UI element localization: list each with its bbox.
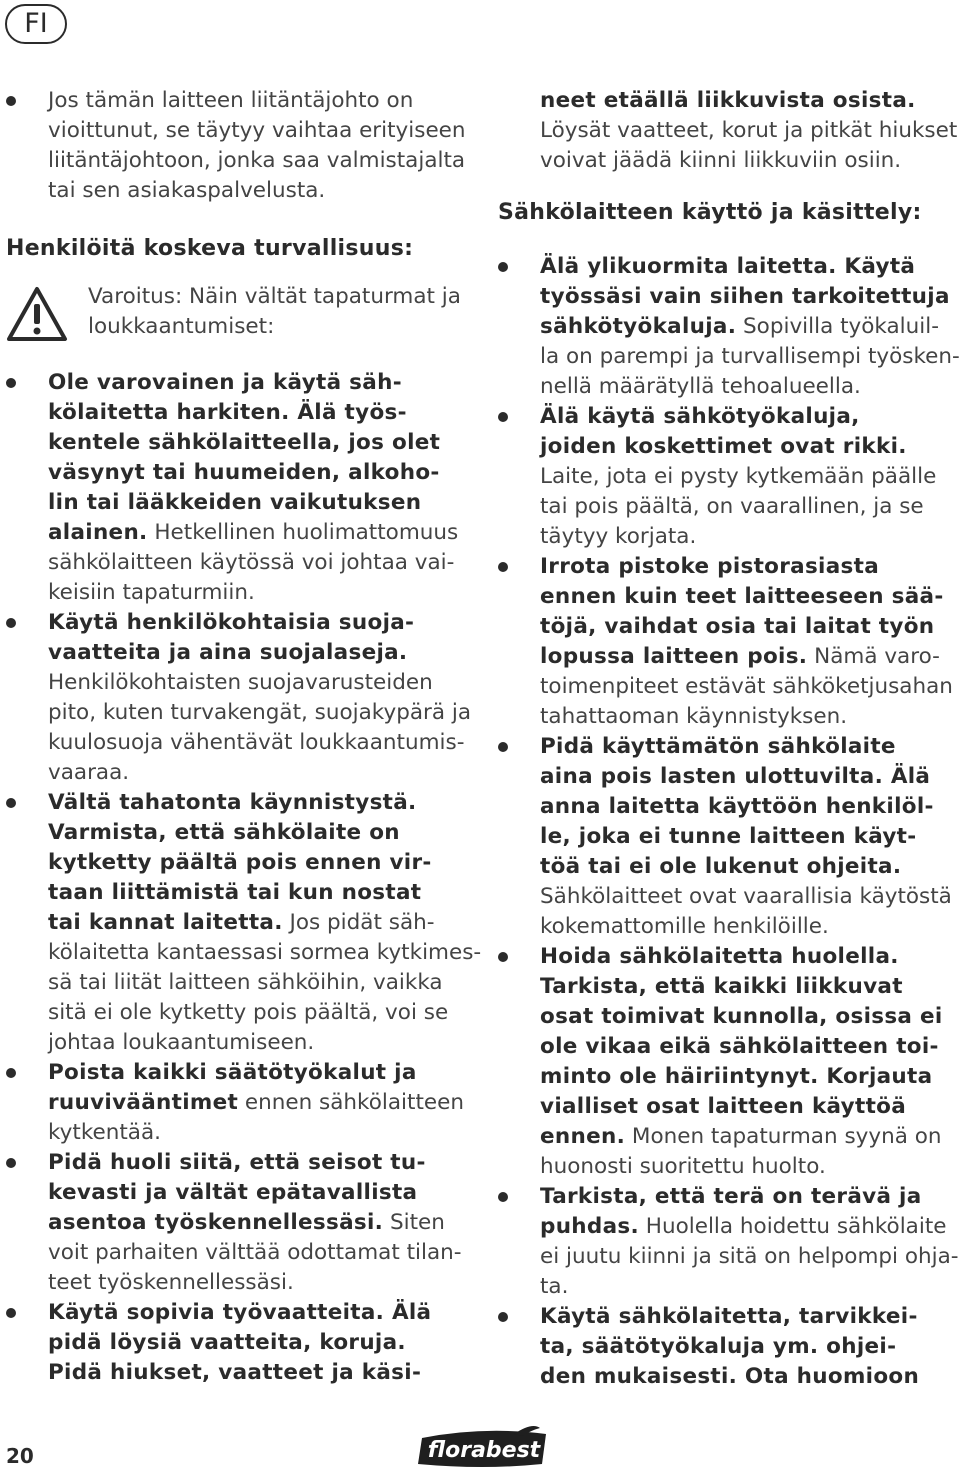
regular-text: toimenpiteet estävät sähköketjusahan xyxy=(540,674,953,699)
bold-text: Käytä sähkölaitetta, tarvikkei- xyxy=(540,1304,918,1329)
bold-text: tai kannat laitetta. xyxy=(48,910,283,935)
continuation-text xyxy=(498,86,958,176)
regular-text: kuulosuoja vähentävät loukkaantumis- xyxy=(48,730,465,755)
regular-text: keisiin tapaturmiin. xyxy=(48,580,255,605)
bold-text: kölaitetta harkiten. Älä työs- xyxy=(48,400,407,425)
text-line xyxy=(540,1272,958,1302)
text-line: tai sen asiakaspalvelusta. xyxy=(48,178,326,203)
text-line xyxy=(540,252,958,282)
text-line: Varoitus: Näin vältät tapaturmat ja xyxy=(88,284,461,309)
regular-text: voivat jäädä kiinni liikkuviin osiin. xyxy=(540,148,902,173)
text-line xyxy=(48,638,476,668)
bold-text: Poista kaikki säätötyökalut ja xyxy=(48,1060,417,1085)
bold-text: ruuvivääntimet xyxy=(48,1090,239,1115)
text-line xyxy=(540,1062,958,1092)
text-line xyxy=(48,488,476,518)
bold-text: taan liittämistä tai kun nostat xyxy=(48,880,422,905)
text-line: loukkaantumiset: xyxy=(88,314,275,339)
regular-text: kytkentää. xyxy=(48,1120,161,1145)
text-line xyxy=(540,672,958,702)
warning-note xyxy=(6,284,476,348)
text-line xyxy=(540,1302,958,1332)
bold-text: vialliset osat laitteen käyttöä xyxy=(540,1094,907,1119)
bullet-icon xyxy=(498,952,508,962)
text-line xyxy=(48,908,476,938)
text-line xyxy=(540,522,958,552)
text-line xyxy=(48,398,476,428)
text-line xyxy=(48,998,476,1028)
regular-text: Löysät vaatteet, korut ja pitkät hiukset xyxy=(540,118,958,143)
bullet-icon xyxy=(6,618,16,628)
regular-text: pito, kuten turvakengät, suojakypärä ja xyxy=(48,700,472,725)
bold-text: aina pois lasten ulottuvilta. Älä xyxy=(540,764,931,789)
regular-text: täytyy korjata. xyxy=(540,524,697,549)
text-line xyxy=(540,116,958,146)
text-line xyxy=(48,1028,476,1058)
bullet-item xyxy=(6,368,476,608)
bold-text: töä tai ei ole lukenut ohjeita. xyxy=(540,854,902,879)
text-line xyxy=(48,1148,476,1178)
bold-text: Käytä henkilökohtaisia suoja- xyxy=(48,610,415,635)
regular-text: kölaitetta kantaessasi sormea kytkimes- xyxy=(48,940,482,965)
left-column xyxy=(6,86,482,1388)
text-line xyxy=(48,368,476,398)
regular-text: Huolella hoidettu sähkölaite xyxy=(638,1214,947,1239)
bullet-icon xyxy=(6,798,16,808)
bold-text: Pidä huoli siitä, että seisot tu- xyxy=(48,1150,426,1175)
bold-text: den mukaisesti. Ota huomioon xyxy=(540,1364,920,1389)
bold-text: ole vikaa eikä sähkölaitteen toi- xyxy=(540,1034,939,1059)
text-line xyxy=(48,878,476,908)
bold-text: Pidä käyttämätön sähkölaite xyxy=(540,734,896,759)
text-line xyxy=(540,312,958,342)
text-line xyxy=(48,968,476,998)
text-line xyxy=(48,578,476,608)
bullet-item xyxy=(498,1302,958,1392)
regular-text: voit parhaiten välttää odottamat tilan- xyxy=(48,1240,462,1265)
regular-text: Monen tapaturman syynä on xyxy=(625,1124,942,1149)
text-line xyxy=(540,1332,958,1362)
bold-text: pidä löysiä vaatteita, koruja. xyxy=(48,1330,406,1355)
text-line xyxy=(540,912,958,942)
text-line xyxy=(48,518,476,548)
regular-text: sähkölaitteen käytössä voi johtaa vai- xyxy=(48,550,455,575)
text-line xyxy=(540,402,958,432)
bullet-item xyxy=(6,1298,476,1388)
text-line xyxy=(48,668,476,698)
bold-text: kevasti ja vältät epätavallista xyxy=(48,1180,418,1205)
bold-text: osat toimivat kunnolla, osissa ei xyxy=(540,1004,943,1029)
text-line xyxy=(540,1092,958,1122)
bold-text: asentoa työskennellessäsi. xyxy=(48,1210,384,1235)
text-line xyxy=(540,1182,958,1212)
text-line xyxy=(48,1238,476,1268)
text-line xyxy=(48,1208,476,1238)
right-bullet-list xyxy=(498,252,958,1392)
regular-text: Hetkellinen huolimattomuus xyxy=(147,520,459,545)
bullet-icon xyxy=(498,412,508,422)
regular-text: la on parempi ja turvallisempi työsken- xyxy=(540,344,960,369)
bold-text: Tarkista, että terä on terävä ja xyxy=(540,1184,922,1209)
text-line xyxy=(540,282,958,312)
bullet-icon xyxy=(498,562,508,572)
language-badge: FI xyxy=(5,4,67,44)
right-column xyxy=(498,86,958,1392)
text-line: Jos tämän laitteen liitäntäjohto on xyxy=(48,88,414,113)
text-line xyxy=(48,1358,476,1388)
bullet-item xyxy=(498,552,958,732)
bold-text: Tarkista, että kaikki liikkuvat xyxy=(540,974,903,999)
text-line xyxy=(540,372,958,402)
bullet-item xyxy=(498,252,958,402)
logo-text: florabest xyxy=(427,1438,541,1463)
text-line xyxy=(540,1122,958,1152)
text-line xyxy=(48,548,476,578)
text-line xyxy=(540,822,958,852)
bold-text: lin tai lääkkeiden vaikutuksen xyxy=(48,490,422,515)
regular-text: huonosti suoritettu huolto. xyxy=(540,1154,826,1179)
section-heading: Sähkölaitteen käyttö ja käsittely: xyxy=(498,200,922,225)
regular-text: Laite, jota ei pysty kytkemään päälle xyxy=(540,464,937,489)
text-line xyxy=(48,1328,476,1358)
text-line xyxy=(540,582,958,612)
text-line xyxy=(540,642,958,672)
bold-text: väsynyt tai huumeiden, alkoho- xyxy=(48,460,440,485)
regular-text: kokemattomille henkilöille. xyxy=(540,914,829,939)
bold-text: puhdas. xyxy=(540,1214,639,1239)
bold-text: ennen. xyxy=(540,1124,626,1149)
bullet-item xyxy=(6,1148,476,1298)
bold-text: anna laitetta käyttöön henkilöl- xyxy=(540,794,934,819)
regular-text: Jos pidät säh- xyxy=(282,910,435,935)
bold-text: kytketty päältä pois ennen vir- xyxy=(48,850,432,875)
text-line xyxy=(48,1058,476,1088)
regular-text: johtaa loukaantumiseen. xyxy=(48,1030,315,1055)
bold-text: ennen kuin teet laitteeseen sää- xyxy=(540,584,944,609)
regular-text: sitä ei ole kytketty pois päältä, voi se xyxy=(48,1000,449,1025)
regular-text: nellä määrätyllä tehoalueella. xyxy=(540,374,861,399)
text-line xyxy=(540,612,958,642)
text-line xyxy=(48,1298,476,1328)
text-line xyxy=(48,1118,476,1148)
text-line xyxy=(540,1362,958,1392)
text-line xyxy=(48,1178,476,1208)
text-line xyxy=(48,818,476,848)
text-line: vioittunut, se täytyy vaihtaa erityiseen xyxy=(48,118,466,143)
bullet-icon xyxy=(498,262,508,272)
text-line xyxy=(48,848,476,878)
text-line xyxy=(48,428,476,458)
bold-text: Varmista, että sähkölaite on xyxy=(48,820,400,845)
intro-item xyxy=(6,86,476,206)
bold-text: Pidä hiukset, vaatteet ja käsi- xyxy=(48,1360,422,1385)
text-line xyxy=(540,702,958,732)
bold-text: Vältä tahatonta käynnistystä. xyxy=(48,790,417,815)
text-line xyxy=(48,758,476,788)
bold-text: töjä, vaihdat osia tai laitat työn xyxy=(540,614,935,639)
text-line xyxy=(540,432,958,462)
bullet-icon xyxy=(6,96,16,106)
text-line xyxy=(540,942,958,972)
text-line xyxy=(540,882,958,912)
regular-text: vaaraa. xyxy=(48,760,130,785)
bullet-icon xyxy=(6,378,16,388)
bold-text: ta, säätötyökaluja ym. ohjei- xyxy=(540,1334,897,1359)
regular-text: Sähkölaitteet ovat vaarallisia käytöstä xyxy=(540,884,952,909)
text-line: liitäntäjohtoon, jonka saa valmistajalta xyxy=(48,148,466,173)
bold-text: Irrota pistoke pistorasiasta xyxy=(540,554,880,579)
text-line xyxy=(540,732,958,762)
bullet-icon xyxy=(6,1158,16,1168)
text-line xyxy=(48,728,476,758)
bold-text: Älä ylikuormita laitetta. Käytä xyxy=(540,254,916,279)
bullet-icon xyxy=(6,1068,16,1078)
bold-text: Käytä sopivia työvaatteita. Älä xyxy=(48,1300,432,1325)
text-line xyxy=(540,852,958,882)
text-line xyxy=(540,1242,958,1272)
regular-text: ta. xyxy=(540,1274,569,1299)
text-line xyxy=(540,1002,958,1032)
bullet-item xyxy=(498,732,958,942)
text-line xyxy=(48,1088,476,1118)
regular-text: Nämä varo- xyxy=(807,644,940,669)
bullet-icon xyxy=(498,1312,508,1322)
text-line xyxy=(540,552,958,582)
bold-text: Älä käytä sähkötyökaluja, xyxy=(540,404,860,429)
bold-text: alainen. xyxy=(48,520,148,545)
bullet-item xyxy=(6,1058,476,1148)
text-line xyxy=(540,342,958,372)
bold-text: neet etäällä liikkuvista osista. xyxy=(540,88,916,113)
bold-text: lopussa laitteen pois. xyxy=(540,644,808,669)
left-bullet-list xyxy=(6,368,482,1388)
bullet-icon xyxy=(6,1308,16,1318)
regular-text: ei juutu kiinni ja sitä on helpompi ohja- xyxy=(540,1244,959,1269)
text-line xyxy=(48,458,476,488)
regular-text: tahattaoman käynnistyksen. xyxy=(540,704,848,729)
text-line xyxy=(540,86,958,116)
regular-text: ennen sähkölaitteen xyxy=(238,1090,464,1115)
bold-text: sähkötyökaluja. xyxy=(540,314,737,339)
bold-text: joiden koskettimet ovat rikki. xyxy=(540,434,907,459)
florabest-logo xyxy=(414,1424,554,1470)
text-line xyxy=(540,492,958,522)
warning-triangle-icon xyxy=(6,286,68,342)
text-line xyxy=(48,608,476,638)
bullet-item xyxy=(498,942,958,1182)
text-line xyxy=(540,1152,958,1182)
bold-text: Ole varovainen ja käytä säh- xyxy=(48,370,402,395)
regular-text: Siten xyxy=(383,1210,445,1235)
bold-text: le, joka ei tunne laitteen käyt- xyxy=(540,824,917,849)
page-number: 20 xyxy=(6,1444,34,1468)
bullet-item xyxy=(498,402,958,552)
text-line xyxy=(540,1212,958,1242)
text-line xyxy=(540,462,958,492)
warning-text xyxy=(88,282,461,342)
text-line xyxy=(48,1268,476,1298)
text-line xyxy=(540,1032,958,1062)
regular-text: sä tai liität laitteen sähköihin, vaikka xyxy=(48,970,443,995)
text-line xyxy=(48,698,476,728)
text-line xyxy=(540,792,958,822)
text-line xyxy=(540,146,958,176)
bold-text: Hoida sähkölaitetta huolella. xyxy=(540,944,899,969)
bullet-icon xyxy=(498,1192,508,1202)
bold-text: minto ole häiriintynyt. Korjauta xyxy=(540,1064,933,1089)
regular-text: Sopivilla työkaluil- xyxy=(736,314,939,339)
bullet-item xyxy=(498,1182,958,1302)
text-line xyxy=(540,762,958,792)
bullet-item xyxy=(6,608,476,788)
section-heading: Henkilöitä koskeva turvallisuus: xyxy=(6,236,414,261)
regular-text: tai pois päältä, on vaarallinen, ja se xyxy=(540,494,924,519)
regular-text: teet työskennellessäsi. xyxy=(48,1270,294,1295)
bold-text: vaatteita ja aina suojalaseja. xyxy=(48,640,408,665)
bold-text: kentele sähkölaitteella, jos olet xyxy=(48,430,441,455)
text-line xyxy=(540,972,958,1002)
text-line xyxy=(48,938,482,968)
bullet-item xyxy=(6,788,482,1058)
regular-text: Henkilökohtaisten suojavarusteiden xyxy=(48,670,433,695)
bullet-icon xyxy=(498,742,508,752)
text-line xyxy=(48,788,476,818)
bold-text: työssäsi vain siihen tarkoitettuja xyxy=(540,284,950,309)
